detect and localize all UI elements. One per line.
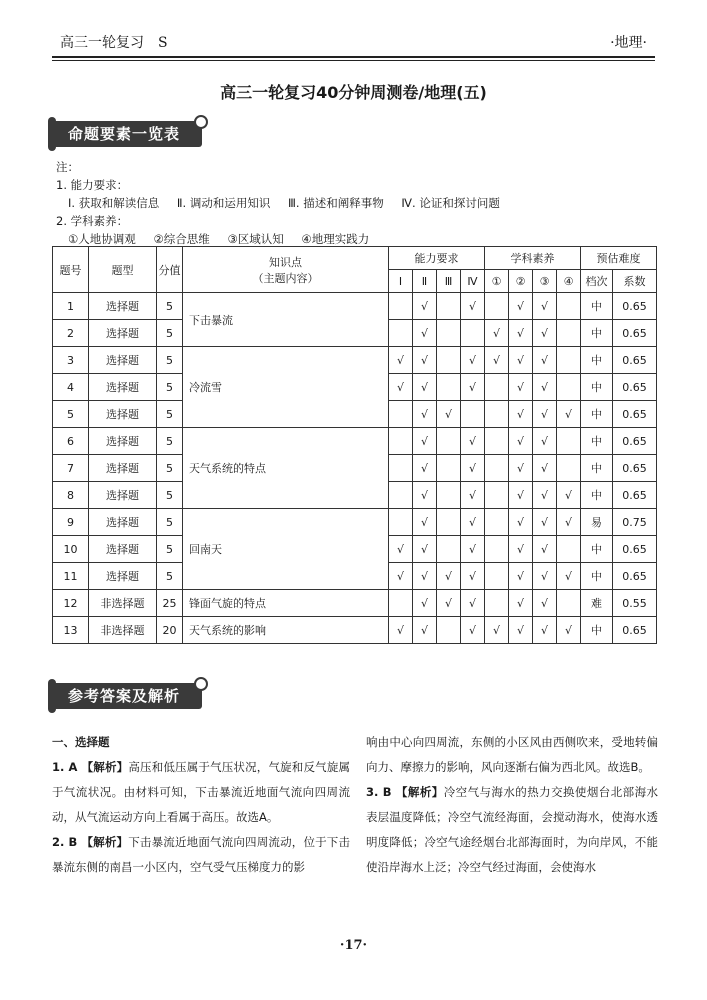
th-li: ② [509,270,533,293]
cell-score: 5 [157,536,183,563]
cell-literacy [557,428,581,455]
cell-coef: 0.65 [613,482,657,509]
cell-literacy: √ [533,320,557,347]
cell-literacy: √ [509,347,533,374]
cell-ability [389,320,413,347]
cell-ability: √ [413,509,437,536]
answers-left-column [52,730,350,880]
cell-no: 12 [53,590,89,617]
cell-coef: 0.75 [613,509,657,536]
notes-ability-label: 1. 能力要求： [56,178,129,192]
cell-coef: 0.65 [613,347,657,374]
cell-ability [389,509,413,536]
page-header [52,30,655,52]
cell-score: 5 [157,482,183,509]
cell-coef: 0.65 [613,401,657,428]
cell-type: 选择题 [89,374,157,401]
cell-ability [461,401,485,428]
cell-ability [437,428,461,455]
cell-literacy [557,374,581,401]
cell-ability [437,347,461,374]
cell-literacy: √ [509,536,533,563]
cell-literacy: √ [485,320,509,347]
cell-ability: √ [389,347,413,374]
cell-literacy [557,455,581,482]
cell-literacy [485,401,509,428]
cell-literacy: √ [509,509,533,536]
cell-no: 3 [53,347,89,374]
cell-knowledge: 下击暴流 [183,293,389,347]
cell-literacy: √ [557,509,581,536]
cell-type: 非选择题 [89,617,157,644]
cell-ability: √ [461,536,485,563]
banner-overview: 命题要素一览表 [52,121,202,147]
table-row [53,347,657,374]
header-rule-thin [52,60,655,61]
cell-literacy [485,482,509,509]
cell-level: 中 [581,347,613,374]
cell-literacy [557,347,581,374]
cell-ability: √ [413,590,437,617]
cell-level: 中 [581,617,613,644]
cell-score: 5 [157,563,183,590]
cell-no: 5 [53,401,89,428]
cell-ability: √ [461,590,485,617]
literacy-item: ②综合思维 [153,232,210,246]
notes [56,158,514,248]
cell-ability [437,509,461,536]
cell-ability: √ [437,401,461,428]
answers-right-column [366,730,658,880]
cell-ability [461,320,485,347]
cell-ability [389,482,413,509]
cell-knowledge: 锋面气旋的特点 [183,590,389,617]
cell-literacy: √ [557,563,581,590]
ability-item: Ⅰ. 获取和解读信息 [68,196,160,210]
cell-literacy [557,590,581,617]
answer-tag: 1. A 【解析】 [52,760,129,774]
cell-coef: 0.65 [613,617,657,644]
cell-no: 2 [53,320,89,347]
cell-literacy [485,293,509,320]
cell-type: 选择题 [89,401,157,428]
cell-ability: √ [461,347,485,374]
cell-level: 中 [581,455,613,482]
cell-ability [389,293,413,320]
cell-literacy [557,320,581,347]
cell-no: 6 [53,428,89,455]
cell-literacy: √ [533,374,557,401]
cell-knowledge: 天气系统的特点 [183,428,389,509]
cell-coef: 0.65 [613,536,657,563]
th-li: ③ [533,270,557,293]
cell-ability: √ [413,536,437,563]
cell-level: 中 [581,401,613,428]
cell-score: 5 [157,509,183,536]
th-kp: 知识点 [269,255,302,269]
cell-score: 5 [157,401,183,428]
cell-literacy: √ [509,617,533,644]
cell-score: 20 [157,617,183,644]
cell-ability: √ [389,374,413,401]
answer-text: 高压和低压属于气压状况，气旋和反气旋属于气流状况。由材料可知，下击暴流近地面气流向四周流动，从气流运动方向上看属于高压。故选A。 [52,760,351,824]
cell-literacy: √ [533,428,557,455]
cell-ability: √ [461,563,485,590]
literacy-item: ④地理实践力 [301,232,370,246]
cell-ability: √ [413,401,437,428]
cell-type: 选择题 [89,482,157,509]
cell-ability: √ [389,563,413,590]
th-difficulty: 预估难度 [581,247,657,270]
th-li: ④ [557,270,581,293]
cell-no: 8 [53,482,89,509]
cell-literacy [485,563,509,590]
cell-coef: 0.65 [613,293,657,320]
cell-literacy: √ [509,428,533,455]
cell-literacy [485,374,509,401]
cell-literacy: √ [557,482,581,509]
literacy-item: ③区域认知 [227,232,284,246]
cell-ability [389,401,413,428]
table-body [53,293,657,644]
th-ability: 能力要求 [389,247,485,270]
cell-coef: 0.65 [613,374,657,401]
answer-text: 冷空气与海水的热力交换使烟台北部海水表层温度降低；冷空气流经海面，会搅动海水，使海水透明度降低；冷空气途经烟台北部海面时，为向岸风，不能使沿岸海水上泛；冷空气经过海面，会使海水 [366,785,658,874]
cell-literacy: √ [533,293,557,320]
cell-type: 选择题 [89,563,157,590]
cell-literacy: √ [533,509,557,536]
cell-ability: √ [461,374,485,401]
cell-literacy: √ [509,401,533,428]
table-row [53,293,657,320]
cell-ability [437,536,461,563]
cell-literacy: √ [509,563,533,590]
cell-type: 选择题 [89,320,157,347]
cell-coef: 0.55 [613,590,657,617]
cell-literacy: √ [509,590,533,617]
notes-literacy-label: 2. 学科素养： [56,214,129,228]
answer-2 [52,830,350,880]
cell-literacy: √ [509,482,533,509]
cell-ability [389,590,413,617]
cell-score: 5 [157,455,183,482]
cell-literacy [557,536,581,563]
cell-literacy: √ [533,401,557,428]
cell-level: 中 [581,563,613,590]
cell-ability: √ [461,482,485,509]
cell-type: 选择题 [89,536,157,563]
cell-score: 5 [157,374,183,401]
cell-type: 选择题 [89,455,157,482]
cell-type: 选择题 [89,509,157,536]
page-number: ·17· [339,938,368,953]
cell-ability [437,617,461,644]
cell-ability [437,482,461,509]
cell-coef: 0.65 [613,428,657,455]
cell-coef: 0.65 [613,320,657,347]
cell-ability [437,374,461,401]
cell-ability: √ [413,482,437,509]
answer-tag: 3. B 【解析】 [366,785,444,799]
cell-ability: √ [461,293,485,320]
table-row [53,428,657,455]
header-rule [52,56,655,58]
cell-ability: √ [389,617,413,644]
cell-no: 13 [53,617,89,644]
cell-ability: √ [413,293,437,320]
th-knowledge [183,247,389,293]
th-type: 题型 [89,247,157,293]
cell-literacy: √ [533,347,557,374]
cell-ability: √ [437,590,461,617]
header-right: ·地理· [610,35,647,51]
th-ab: Ⅳ [461,270,485,293]
cell-ability: √ [413,428,437,455]
th-level: 档次 [581,270,613,293]
cell-literacy [485,590,509,617]
cell-level: 中 [581,374,613,401]
cell-literacy: √ [509,374,533,401]
cell-literacy [485,455,509,482]
cell-level: 易 [581,509,613,536]
literacy-item: ①人地协调观 [68,232,136,246]
cell-ability: √ [389,536,413,563]
cell-level: 中 [581,320,613,347]
cell-literacy [557,293,581,320]
ability-item: Ⅱ. 调动和运用知识 [176,196,271,210]
th-ab: Ⅱ [413,270,437,293]
cell-score: 5 [157,293,183,320]
cell-level: 中 [581,536,613,563]
cell-no: 1 [53,293,89,320]
cell-literacy [485,509,509,536]
th-kp-sub: （主题内容） [252,271,319,285]
cell-literacy [485,428,509,455]
page-title: 高三一轮复习40分钟周测卷/地理(五) [220,83,487,102]
notes-label: 注： [56,160,79,174]
cell-coef: 0.65 [613,563,657,590]
section-title: 一、选择题 [52,735,110,749]
cell-ability: √ [413,455,437,482]
cell-no: 4 [53,374,89,401]
cell-no: 10 [53,536,89,563]
cell-ability: √ [413,563,437,590]
cell-literacy: √ [533,617,557,644]
cell-no: 9 [53,509,89,536]
th-li: ① [485,270,509,293]
cell-literacy: √ [509,320,533,347]
cell-ability [389,428,413,455]
cell-literacy: √ [509,455,533,482]
cell-knowledge: 天气系统的影响 [183,617,389,644]
cell-ability [437,455,461,482]
cell-ability [389,455,413,482]
cell-ability: √ [413,374,437,401]
cell-level: 中 [581,482,613,509]
cell-type: 选择题 [89,293,157,320]
table-row [53,509,657,536]
table-row [53,617,657,644]
cell-score: 25 [157,590,183,617]
answer-1 [52,755,350,830]
cell-score: 5 [157,320,183,347]
header-left: 高三一轮复习 S [60,35,168,51]
elements-table [52,246,657,644]
th-no: 题号 [53,247,89,293]
cell-ability: √ [437,563,461,590]
cell-literacy: √ [485,617,509,644]
cell-literacy: √ [533,563,557,590]
answer-2-cont: 响由中心向四周流，东侧的小区风由西侧吹来，受地转偏向力、摩擦力的影响，风向逐渐右偏为西北风。故选B。 [366,735,658,774]
cell-type: 选择题 [89,428,157,455]
th-coef: 系数 [613,270,657,293]
ability-item: Ⅲ. 描述和阐释事物 [288,196,384,210]
cell-knowledge: 回南天 [183,509,389,590]
th-score: 分值 [157,247,183,293]
ability-item: Ⅳ. 论证和探讨问题 [401,196,500,210]
cell-ability: √ [413,320,437,347]
cell-literacy [485,536,509,563]
th-literacy: 学科素养 [485,247,581,270]
cell-literacy: √ [557,617,581,644]
table-row [53,590,657,617]
cell-level: 难 [581,590,613,617]
cell-ability: √ [461,509,485,536]
cell-score: 5 [157,347,183,374]
banner-answers: 参考答案及解析 [52,683,202,709]
cell-type: 选择题 [89,347,157,374]
th-ab: Ⅰ [389,270,413,293]
answer-text: 下击暴流近地面气流向四周流动，位于下击暴流东侧的南昌一小区内，空气受气压梯度力的影 [52,835,350,874]
cell-score: 5 [157,428,183,455]
cell-literacy: √ [533,455,557,482]
cell-ability [437,320,461,347]
cell-ability: √ [413,617,437,644]
cell-ability: √ [413,347,437,374]
cell-literacy: √ [485,347,509,374]
answer-3 [366,780,658,880]
cell-ability: √ [461,617,485,644]
answer-tag: 2. B 【解析】 [52,835,129,849]
cell-literacy: √ [533,590,557,617]
cell-literacy: √ [509,293,533,320]
cell-coef: 0.65 [613,455,657,482]
cell-ability: √ [461,428,485,455]
cell-literacy: √ [533,536,557,563]
cell-ability [437,293,461,320]
cell-level: 中 [581,293,613,320]
cell-literacy: √ [533,482,557,509]
cell-ability: √ [461,455,485,482]
cell-knowledge: 冷流雪 [183,347,389,428]
ability-list [56,194,514,212]
cell-no: 11 [53,563,89,590]
cell-type: 非选择题 [89,590,157,617]
cell-level: 中 [581,428,613,455]
th-ab: Ⅲ [437,270,461,293]
cell-literacy: √ [557,401,581,428]
cell-no: 7 [53,455,89,482]
